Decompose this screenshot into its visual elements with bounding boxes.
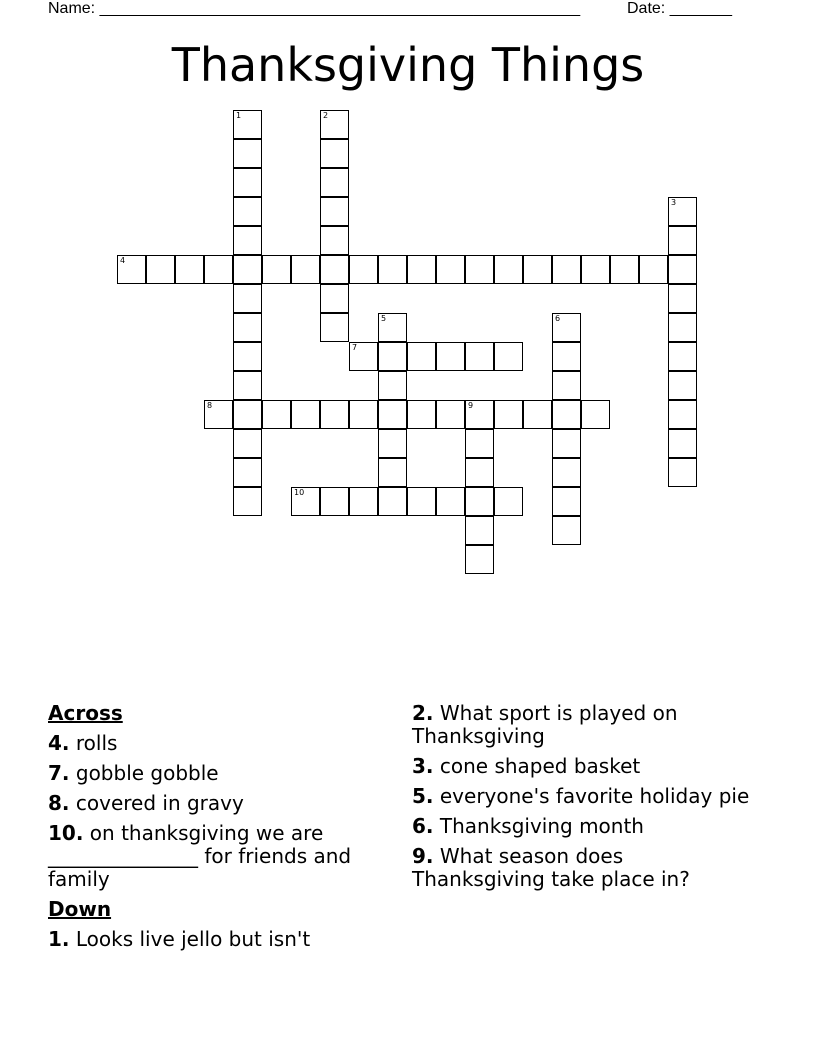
grid-cell[interactable] — [349, 342, 378, 371]
grid-cell[interactable] — [233, 313, 262, 342]
grid-cell[interactable] — [320, 197, 349, 226]
clue-start-number: 2 — [323, 111, 329, 120]
grid-cell[interactable] — [320, 255, 349, 284]
grid-cell[interactable] — [494, 487, 523, 516]
grid-cell[interactable] — [117, 255, 146, 284]
clue-start-number: 5 — [381, 314, 387, 323]
across-clue — [48, 792, 398, 815]
down-clue — [412, 702, 762, 748]
grid-cell[interactable] — [320, 139, 349, 168]
clue-text: covered in gravy — [75, 791, 244, 815]
clue-start-number: 1 — [236, 111, 242, 120]
clues-right-column — [412, 702, 762, 898]
across-heading: Across — [48, 701, 123, 725]
grid-cell[interactable] — [436, 255, 465, 284]
grid-cell[interactable] — [465, 255, 494, 284]
grid-cell[interactable] — [320, 313, 349, 342]
grid-cell[interactable] — [233, 342, 262, 371]
grid-cell[interactable] — [320, 110, 349, 139]
grid-cell[interactable] — [291, 487, 320, 516]
grid-cell[interactable] — [581, 255, 610, 284]
grid-cell[interactable] — [378, 255, 407, 284]
clue-start-number: 6 — [555, 314, 561, 323]
clue-number: 5. — [412, 784, 434, 808]
grid-cell[interactable] — [668, 197, 697, 226]
down-clue — [412, 845, 762, 891]
grid-cell[interactable] — [639, 255, 668, 284]
grid-cell[interactable] — [552, 313, 581, 342]
grid-cell[interactable] — [465, 516, 494, 545]
grid-cell[interactable] — [494, 255, 523, 284]
grid-cell[interactable] — [233, 400, 262, 429]
grid-cell[interactable] — [668, 400, 697, 429]
grid-cell[interactable] — [668, 226, 697, 255]
grid-cell[interactable] — [523, 400, 552, 429]
grid-cell[interactable] — [146, 255, 175, 284]
grid-cell[interactable] — [465, 400, 494, 429]
grid-cell[interactable] — [320, 168, 349, 197]
clue-number: 1. — [48, 927, 70, 951]
across-clue — [48, 762, 398, 785]
clue-text: on thanksgiving we are _______________ for friends and family — [48, 821, 352, 891]
grid-cell[interactable] — [233, 284, 262, 313]
down-clue — [412, 785, 762, 808]
grid-cell[interactable] — [349, 487, 378, 516]
grid-cell[interactable] — [320, 284, 349, 313]
grid-cell[interactable] — [349, 255, 378, 284]
grid-cell[interactable] — [465, 342, 494, 371]
clue-start-number: 7 — [352, 343, 358, 352]
grid-cell[interactable] — [378, 342, 407, 371]
grid-cell[interactable] — [552, 342, 581, 371]
grid-cell[interactable] — [204, 400, 233, 429]
clue-number: 3. — [412, 754, 434, 778]
clues-left-column — [48, 702, 398, 958]
grid-cell[interactable] — [436, 487, 465, 516]
down-clue — [412, 815, 762, 838]
across-clue — [48, 732, 398, 755]
grid-cell[interactable] — [552, 255, 581, 284]
down-heading: Down — [48, 897, 112, 921]
grid-cell[interactable] — [494, 400, 523, 429]
clue-start-number: 9 — [468, 401, 474, 410]
clue-start-number: 3 — [671, 198, 677, 207]
clue-number: 9. — [412, 844, 434, 868]
grid-cell[interactable] — [552, 371, 581, 400]
date-label: Date: — [627, 0, 666, 17]
grid-cell[interactable] — [320, 487, 349, 516]
grid-cell[interactable] — [523, 255, 552, 284]
grid-cell[interactable] — [233, 487, 262, 516]
grid-cell[interactable] — [552, 487, 581, 516]
grid-cell[interactable] — [233, 168, 262, 197]
grid-cell[interactable] — [668, 458, 697, 487]
clue-number: 2. — [412, 701, 434, 725]
clue-text: What season does Thanksgiving take place in? — [412, 844, 690, 891]
clue-text: cone shaped basket — [439, 754, 641, 778]
clue-text: Thanksgiving month — [439, 814, 644, 838]
clue-start-number: 8 — [207, 401, 213, 410]
grid-cell[interactable] — [494, 342, 523, 371]
grid-cell[interactable] — [668, 342, 697, 371]
grid-cell[interactable] — [233, 226, 262, 255]
clue-number: 6. — [412, 814, 434, 838]
grid-cell[interactable] — [378, 313, 407, 342]
grid-cell[interactable] — [233, 255, 262, 284]
grid-cell[interactable] — [465, 545, 494, 574]
across-clue — [48, 822, 398, 891]
grid-cell[interactable] — [668, 313, 697, 342]
grid-cell[interactable] — [668, 284, 697, 313]
grid-cell[interactable] — [262, 255, 291, 284]
clue-number: 8. — [48, 791, 70, 815]
grid-cell[interactable] — [378, 371, 407, 400]
grid-cell[interactable] — [668, 429, 697, 458]
grid-cell[interactable] — [407, 342, 436, 371]
grid-cell[interactable] — [668, 255, 697, 284]
grid-cell[interactable] — [378, 429, 407, 458]
grid-cell[interactable] — [204, 255, 233, 284]
grid-cell[interactable] — [552, 400, 581, 429]
grid-cell[interactable] — [407, 487, 436, 516]
puzzle-title: Thanksgiving Things — [171, 38, 645, 92]
grid-cell[interactable] — [349, 400, 378, 429]
name-blank: ______________________________________________________ — [99, 0, 581, 17]
grid-cell[interactable] — [378, 400, 407, 429]
grid-cell[interactable] — [262, 400, 291, 429]
grid-cell[interactable] — [407, 400, 436, 429]
grid-cell[interactable] — [581, 400, 610, 429]
clue-text: everyone's favorite holiday pie — [439, 784, 750, 808]
clue-text: What sport is played on Thanksgiving — [412, 701, 678, 748]
clue-number: 7. — [48, 761, 70, 785]
clue-text: rolls — [75, 731, 118, 755]
grid-cell[interactable] — [291, 400, 320, 429]
grid-cell[interactable] — [552, 458, 581, 487]
grid-cell[interactable] — [233, 429, 262, 458]
grid-cell[interactable] — [320, 226, 349, 255]
clue-start-number: 4 — [120, 256, 126, 265]
clue-text: Looks live jello but isn't — [75, 927, 311, 951]
clue-text: gobble gobble — [75, 761, 219, 785]
grid-cell[interactable] — [436, 400, 465, 429]
grid-cell[interactable] — [465, 429, 494, 458]
grid-cell[interactable] — [175, 255, 204, 284]
grid-cell[interactable] — [233, 197, 262, 226]
clue-number: 10. — [48, 821, 84, 845]
clue-start-number: 10 — [294, 488, 305, 497]
grid-cell[interactable] — [407, 255, 436, 284]
grid-cell[interactable] — [465, 487, 494, 516]
grid-cell[interactable] — [233, 110, 262, 139]
grid-cell[interactable] — [465, 458, 494, 487]
grid-cell[interactable] — [291, 255, 320, 284]
grid-cell[interactable] — [233, 458, 262, 487]
down-clue — [412, 755, 762, 778]
grid-cell[interactable] — [378, 458, 407, 487]
clue-number: 4. — [48, 731, 70, 755]
name-label: Name: — [48, 0, 96, 17]
grid-cell[interactable] — [610, 255, 639, 284]
grid-cell[interactable] — [320, 400, 349, 429]
grid-cell[interactable] — [436, 342, 465, 371]
grid-cell[interactable] — [378, 487, 407, 516]
grid-cell[interactable] — [668, 371, 697, 400]
grid-cell[interactable] — [233, 371, 262, 400]
down-clue — [48, 928, 398, 951]
grid-cell[interactable] — [552, 429, 581, 458]
date-blank: _______ — [669, 0, 732, 17]
grid-cell[interactable] — [233, 139, 262, 168]
grid-cell[interactable] — [552, 516, 581, 545]
